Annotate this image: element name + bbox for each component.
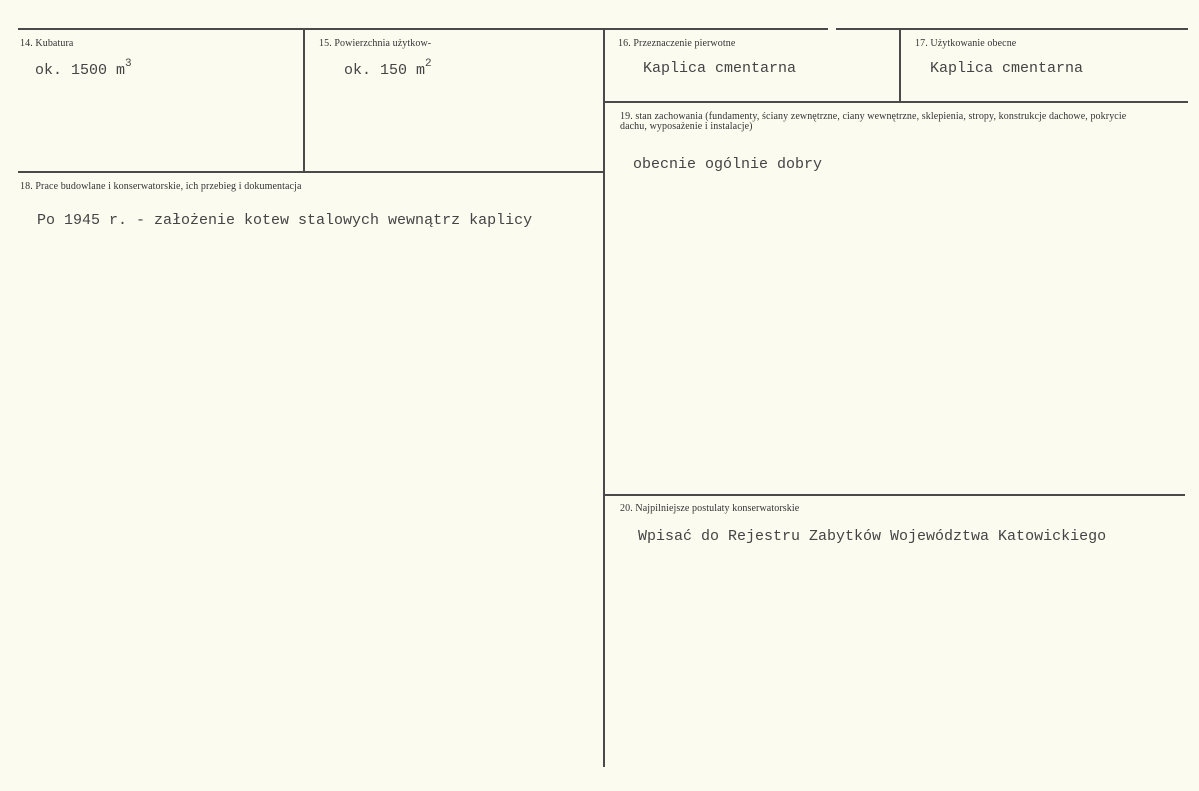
divider-19-20 — [605, 494, 1185, 496]
top-border-right — [836, 28, 1188, 30]
przeznaczenie-value: Kaplica cmentarna — [643, 60, 797, 77]
powierzchnia-unit-exponent: 2 — [425, 58, 432, 70]
prace-label: 18. Prace budowlane i konserwatorskie, ich przebieg i dokumentacja — [20, 181, 302, 192]
powierzchnia-label: 15. Powierzchnia użytkow- — [319, 38, 432, 49]
kubatura-value — [35, 60, 132, 79]
kubatura-label: 14. Kubatura — [20, 38, 74, 49]
divider-14-15 — [303, 29, 305, 172]
postulaty-value: Wpisać do Rejestru Zabytków Województwa Katowickiego — [638, 528, 1107, 545]
powierzchnia-value-text: ok. 150 m — [344, 62, 426, 79]
divider-16-17 — [899, 29, 901, 101]
kubatura-unit-exponent: 3 — [125, 58, 132, 70]
stan-label: 19. stan zachowania (fundamenty, ściany zewnętrzne, ciany wewnętrzne, sklepienia, stropy, konstrukcje dachowe, pokrycie dachu, wyposażenie i instalacje) — [620, 111, 1127, 132]
powierzchnia-value — [344, 60, 432, 79]
stan-value: obecnie ogólnie dobry — [633, 156, 823, 173]
top-border-left — [18, 28, 828, 30]
postulaty-label: 20. Najpilniejsze postulaty konserwatorskie — [620, 503, 800, 514]
uzytkowanie-label: 17. Użytkowanie obecne — [915, 38, 1017, 49]
przeznaczenie-label: 16. Przeznaczenie pierwotne — [618, 38, 736, 49]
uzytkowanie-value: Kaplica cmentarna — [930, 60, 1084, 77]
kubatura-value-text: ok. 1500 m — [35, 62, 126, 79]
divider-main — [603, 29, 605, 767]
divider-row1-right — [605, 101, 1188, 103]
divider-row1-left — [18, 171, 603, 173]
prace-value: Po 1945 r. - założenie kotew stalowych wewnątrz kaplicy — [37, 212, 533, 229]
